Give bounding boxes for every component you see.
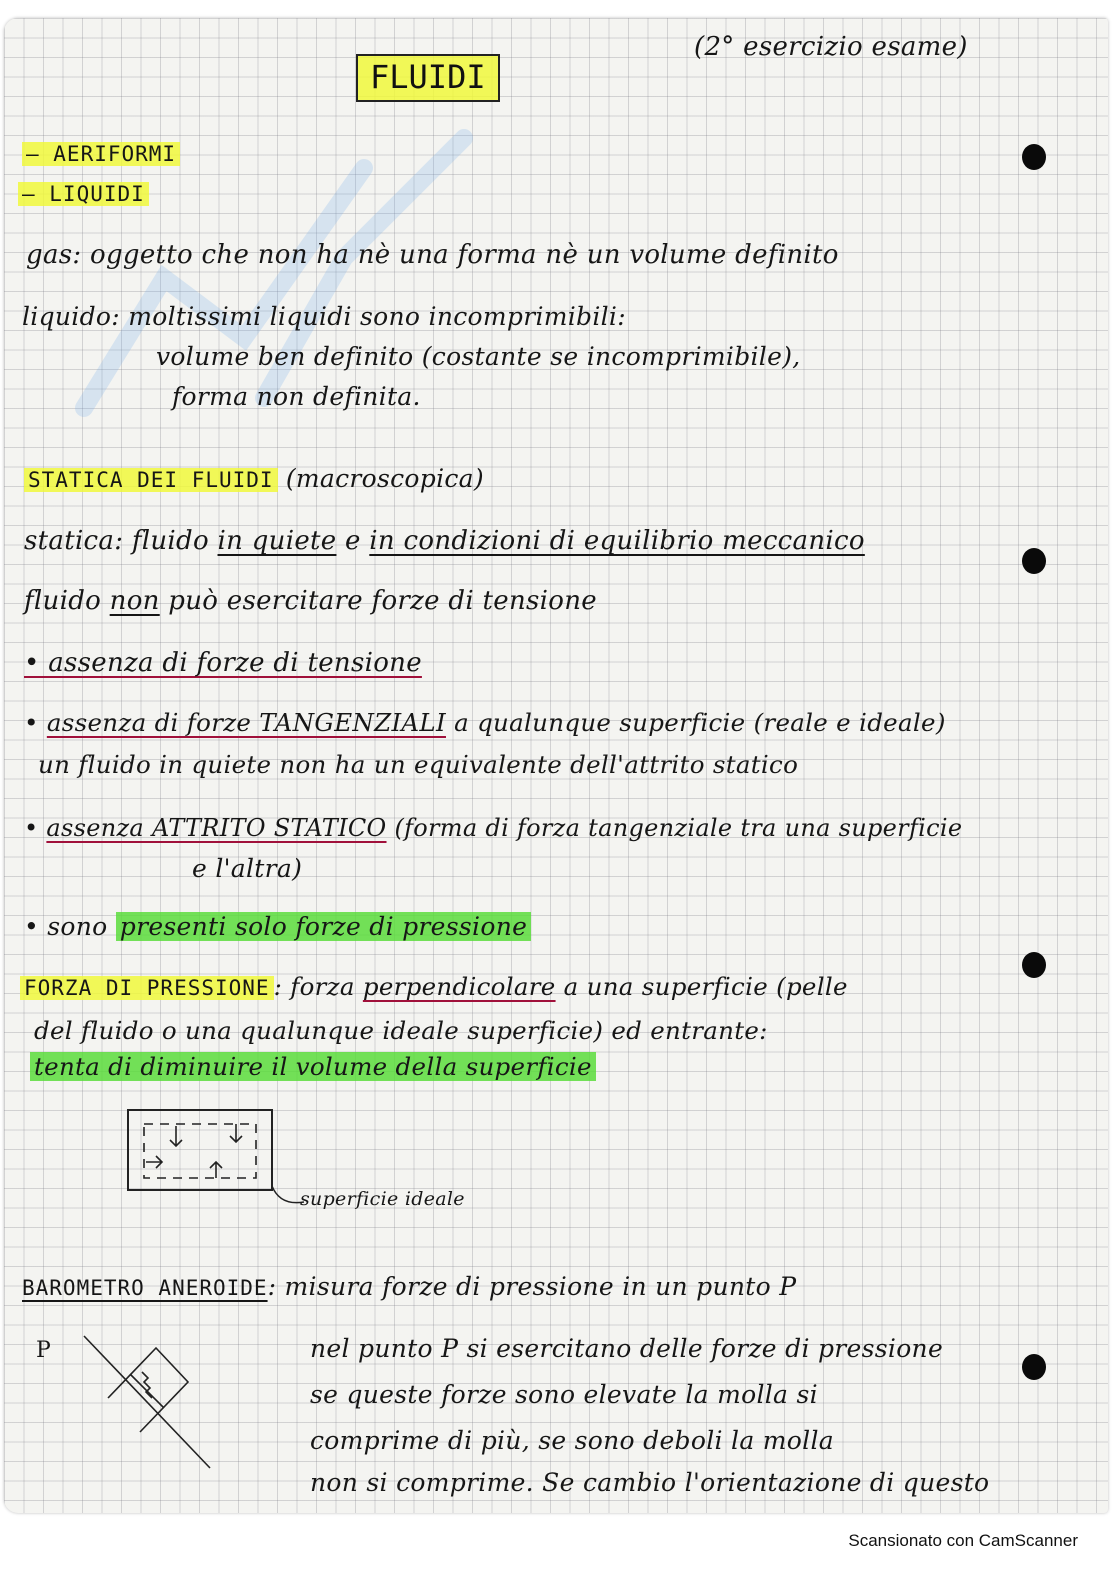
statica-e: e bbox=[336, 526, 370, 556]
bullet-solo-pressione bbox=[24, 912, 531, 941]
assenza-attrito-statico: assenza ATTRITO STATICO bbox=[46, 814, 387, 842]
superficie-ideale-label: superficie ideale bbox=[300, 1188, 465, 1210]
point-p-label: P bbox=[36, 1338, 52, 1363]
liquido-line-3: forma non definita. bbox=[172, 382, 421, 411]
gas-definition: gas: oggetto che non ha nè una forma nè un volume definito bbox=[26, 240, 839, 270]
ideal-surface-sketch bbox=[124, 1106, 284, 1206]
barometro-desc-3: comprime di più, se sono deboli la molla bbox=[310, 1426, 834, 1455]
barometro-heading: BAROMETRO ANEROIDE bbox=[22, 1276, 268, 1300]
aeriformi-label: – AERIFORMI bbox=[22, 142, 180, 166]
barometro-line bbox=[22, 1272, 796, 1301]
forza-text: : forza bbox=[273, 972, 363, 1001]
fluido-tensione: può esercitare forze di tensione bbox=[159, 586, 597, 616]
liquido-line-1: liquido: moltissimi liquidi sono incomprimibili: bbox=[22, 302, 626, 331]
subtitle: (2° esercizio esame) bbox=[694, 32, 968, 62]
barometer-sketch bbox=[80, 1328, 220, 1478]
fluido-non: non bbox=[109, 586, 160, 616]
bullet-dot: • bbox=[24, 708, 47, 737]
notebook-page bbox=[4, 18, 1108, 1513]
statica-heading-label: STATICA DEI FLUIDI bbox=[24, 468, 278, 492]
barometro-desc-4: non si comprime. Se cambio l'orientazione di questo bbox=[310, 1468, 990, 1497]
bullet-assenza-attrito bbox=[24, 814, 962, 842]
bullet-dot: • bbox=[24, 814, 47, 842]
forza-pressione-line bbox=[20, 972, 848, 1001]
barometro-desc-1: nel punto P si esercitano delle forze di pressione bbox=[310, 1334, 944, 1363]
superficie-pelle: a una superficie (pelle bbox=[555, 972, 848, 1001]
liquido-line-2: volume ben definito (costante se incomprimibile), bbox=[156, 342, 801, 371]
diminuire-volume: tenta di diminuire il volume della superficie bbox=[30, 1052, 596, 1081]
statica-heading bbox=[24, 464, 484, 493]
hole-punch-4 bbox=[1022, 1354, 1046, 1380]
statica-definition bbox=[24, 526, 865, 556]
forma-forza-tangenziale: (forma di forza tangenziale tra una superficie bbox=[386, 814, 963, 842]
sono-text: • sono bbox=[24, 912, 116, 941]
e-altra: e l'altra) bbox=[192, 854, 303, 883]
attrito-statico-note: un fluido in quiete non ha un equivalente dell'attrito statico bbox=[38, 750, 799, 779]
perpendicolare: perpendicolare bbox=[362, 972, 556, 1001]
barometro-misura: : misura forze di pressione in un punto P bbox=[267, 1272, 797, 1301]
barometro-desc-2: se queste forze sono elevate la molla si bbox=[310, 1380, 818, 1409]
bullet-assenza-tangenziali bbox=[24, 708, 946, 737]
heading-aeriformi bbox=[22, 142, 180, 166]
hole-punch-1 bbox=[1022, 144, 1046, 170]
liquidi-label: – LIQUIDI bbox=[18, 182, 149, 206]
hole-punch-3 bbox=[1022, 952, 1046, 978]
scanner-footer: Scansionato con CamScanner bbox=[848, 1531, 1078, 1550]
statica-macro: (macroscopica) bbox=[285, 464, 484, 493]
hole-punch-2 bbox=[1022, 548, 1046, 574]
fluido-text: fluido bbox=[24, 586, 110, 616]
forza-line-2: del fluido o una qualunque ideale superficie) ed entrante: bbox=[34, 1016, 768, 1045]
statica-equilibrio: in condizioni di equilibrio meccanico bbox=[369, 526, 865, 556]
presenti-forze-pressione: presenti solo forze di pressione bbox=[116, 912, 531, 941]
page-title: FLUIDI bbox=[356, 54, 500, 102]
assenza-tangenziali: assenza di forze TANGENZIALI bbox=[46, 708, 446, 737]
fluido-non-line bbox=[24, 586, 597, 616]
qualunque-superficie: a qualunque superficie (reale e ideale) bbox=[445, 708, 946, 737]
bullet-assenza-tensione: • assenza di forze di tensione bbox=[24, 648, 422, 678]
heading-liquidi bbox=[18, 182, 149, 206]
statica-in-quiete: in quiete bbox=[217, 526, 337, 556]
forza-pressione-heading: FORZA DI PRESSIONE bbox=[20, 976, 274, 1000]
statica-def-text: statica: fluido bbox=[24, 526, 218, 556]
forza-line-3 bbox=[30, 1052, 596, 1081]
